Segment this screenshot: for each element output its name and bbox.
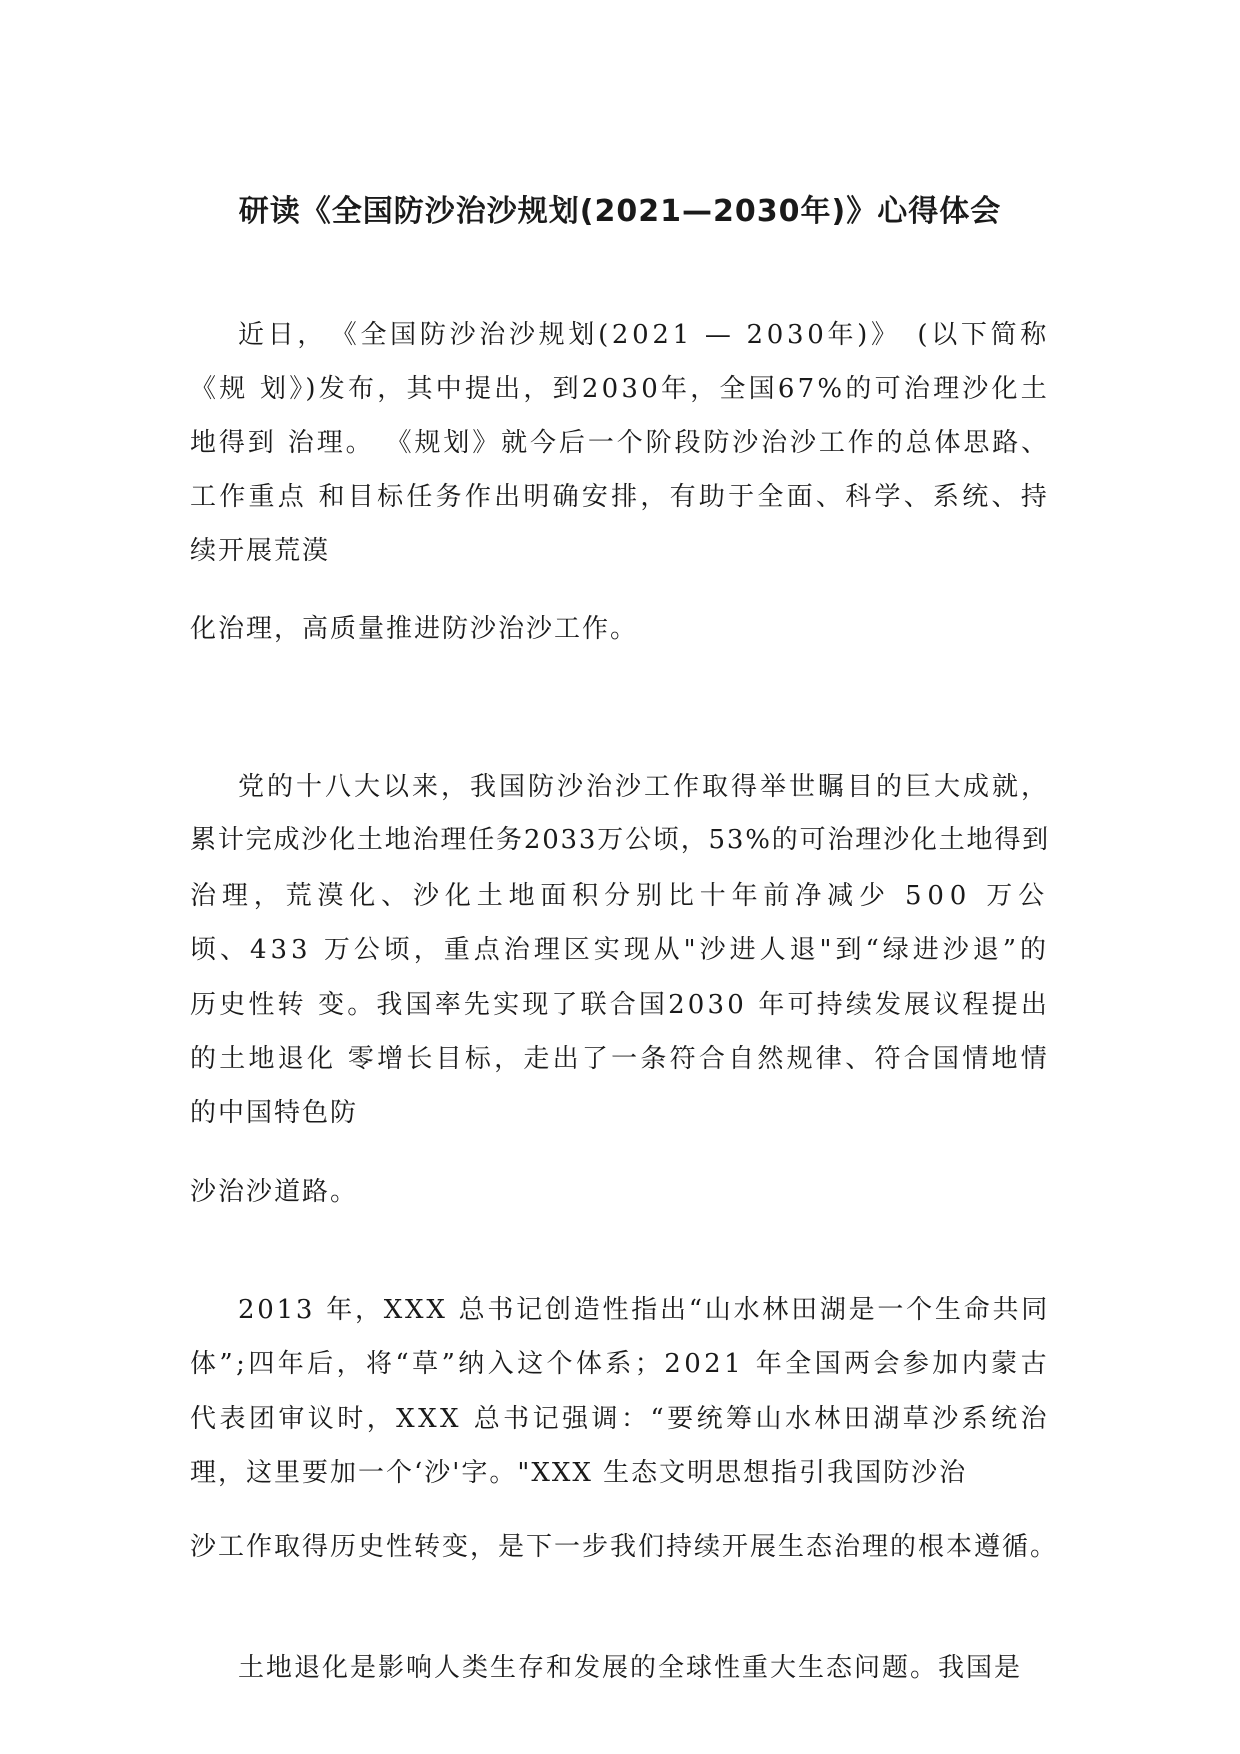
p2-line-2: 累计完成沙化土地治理任务2033万公顷，53%的可治理沙化土地得到: [190, 825, 1050, 855]
p3-line-1: 2013 年，XXX 总书记创造性指出“山水林田湖是一个生命共同: [238, 1295, 1050, 1325]
p2-line-8: 沙治沙道路。: [190, 1177, 359, 1207]
p3-line-5: 沙工作取得历史性转变，是下一步我们持续开展生态治理的根本遵循。: [190, 1532, 1059, 1562]
p3-line-2: 体”;四年后，将“草”纳入这个体系；2021 年全国两会参加内蒙古: [190, 1349, 1050, 1379]
document-title: 研读《全国防沙治沙规划(2021—2030年)》心得体会: [238, 194, 1002, 229]
p1-line-5: 续开展荒漠: [190, 536, 331, 566]
p1-line-1: 近日， 《全国防沙治沙规划(2021 — 2030年)》 (以下简称: [238, 320, 1050, 350]
p4-line-1: 土地退化是影响人类生存和发展的全球性重大生态问题。我国是: [238, 1653, 1023, 1683]
p1-line-2: 《规 划》)发布，其中提出，到2030年，全国67%的可治理沙化土: [190, 374, 1050, 404]
p3-line-4: 理，这里要加一个‘沙'字。"XXX 生态文明思想指引我国防沙治: [190, 1458, 968, 1488]
p3-line-3: 代表团审议时，XXX 总书记强调：“要统筹山水林田湖草沙系统治: [190, 1404, 1050, 1434]
p1-line-3: 地得到 治理。 《规划》就今后一个阶段防沙治沙工作的总体思路、: [190, 428, 1050, 458]
p2-line-1: 党的十八大以来，我国防沙治沙工作取得举世瞩目的巨大成就，: [238, 772, 1050, 802]
p1-line-6: 化治理，高质量推进防沙治沙工作。: [190, 614, 639, 644]
p1-line-4: 工作重点 和目标任务作出明确安排，有助于全面、科学、系统、持: [190, 482, 1050, 512]
p2-line-4: 顷、433 万公顷，重点治理区实现从"沙进人退"到“绿进沙退”的: [190, 935, 1050, 965]
p2-line-7: 的中国特色防: [190, 1098, 359, 1128]
p2-line-6: 的土地退化 零增长目标，走出了一条符合自然规律、符合国情地情: [190, 1044, 1050, 1074]
p2-line-5: 历史性转 变。我国率先实现了联合国2030 年可持续发展议程提出: [190, 990, 1050, 1020]
p2-line-3: 治理，荒漠化、沙化土地面积分别比十年前净减少 500 万公: [190, 881, 1050, 911]
